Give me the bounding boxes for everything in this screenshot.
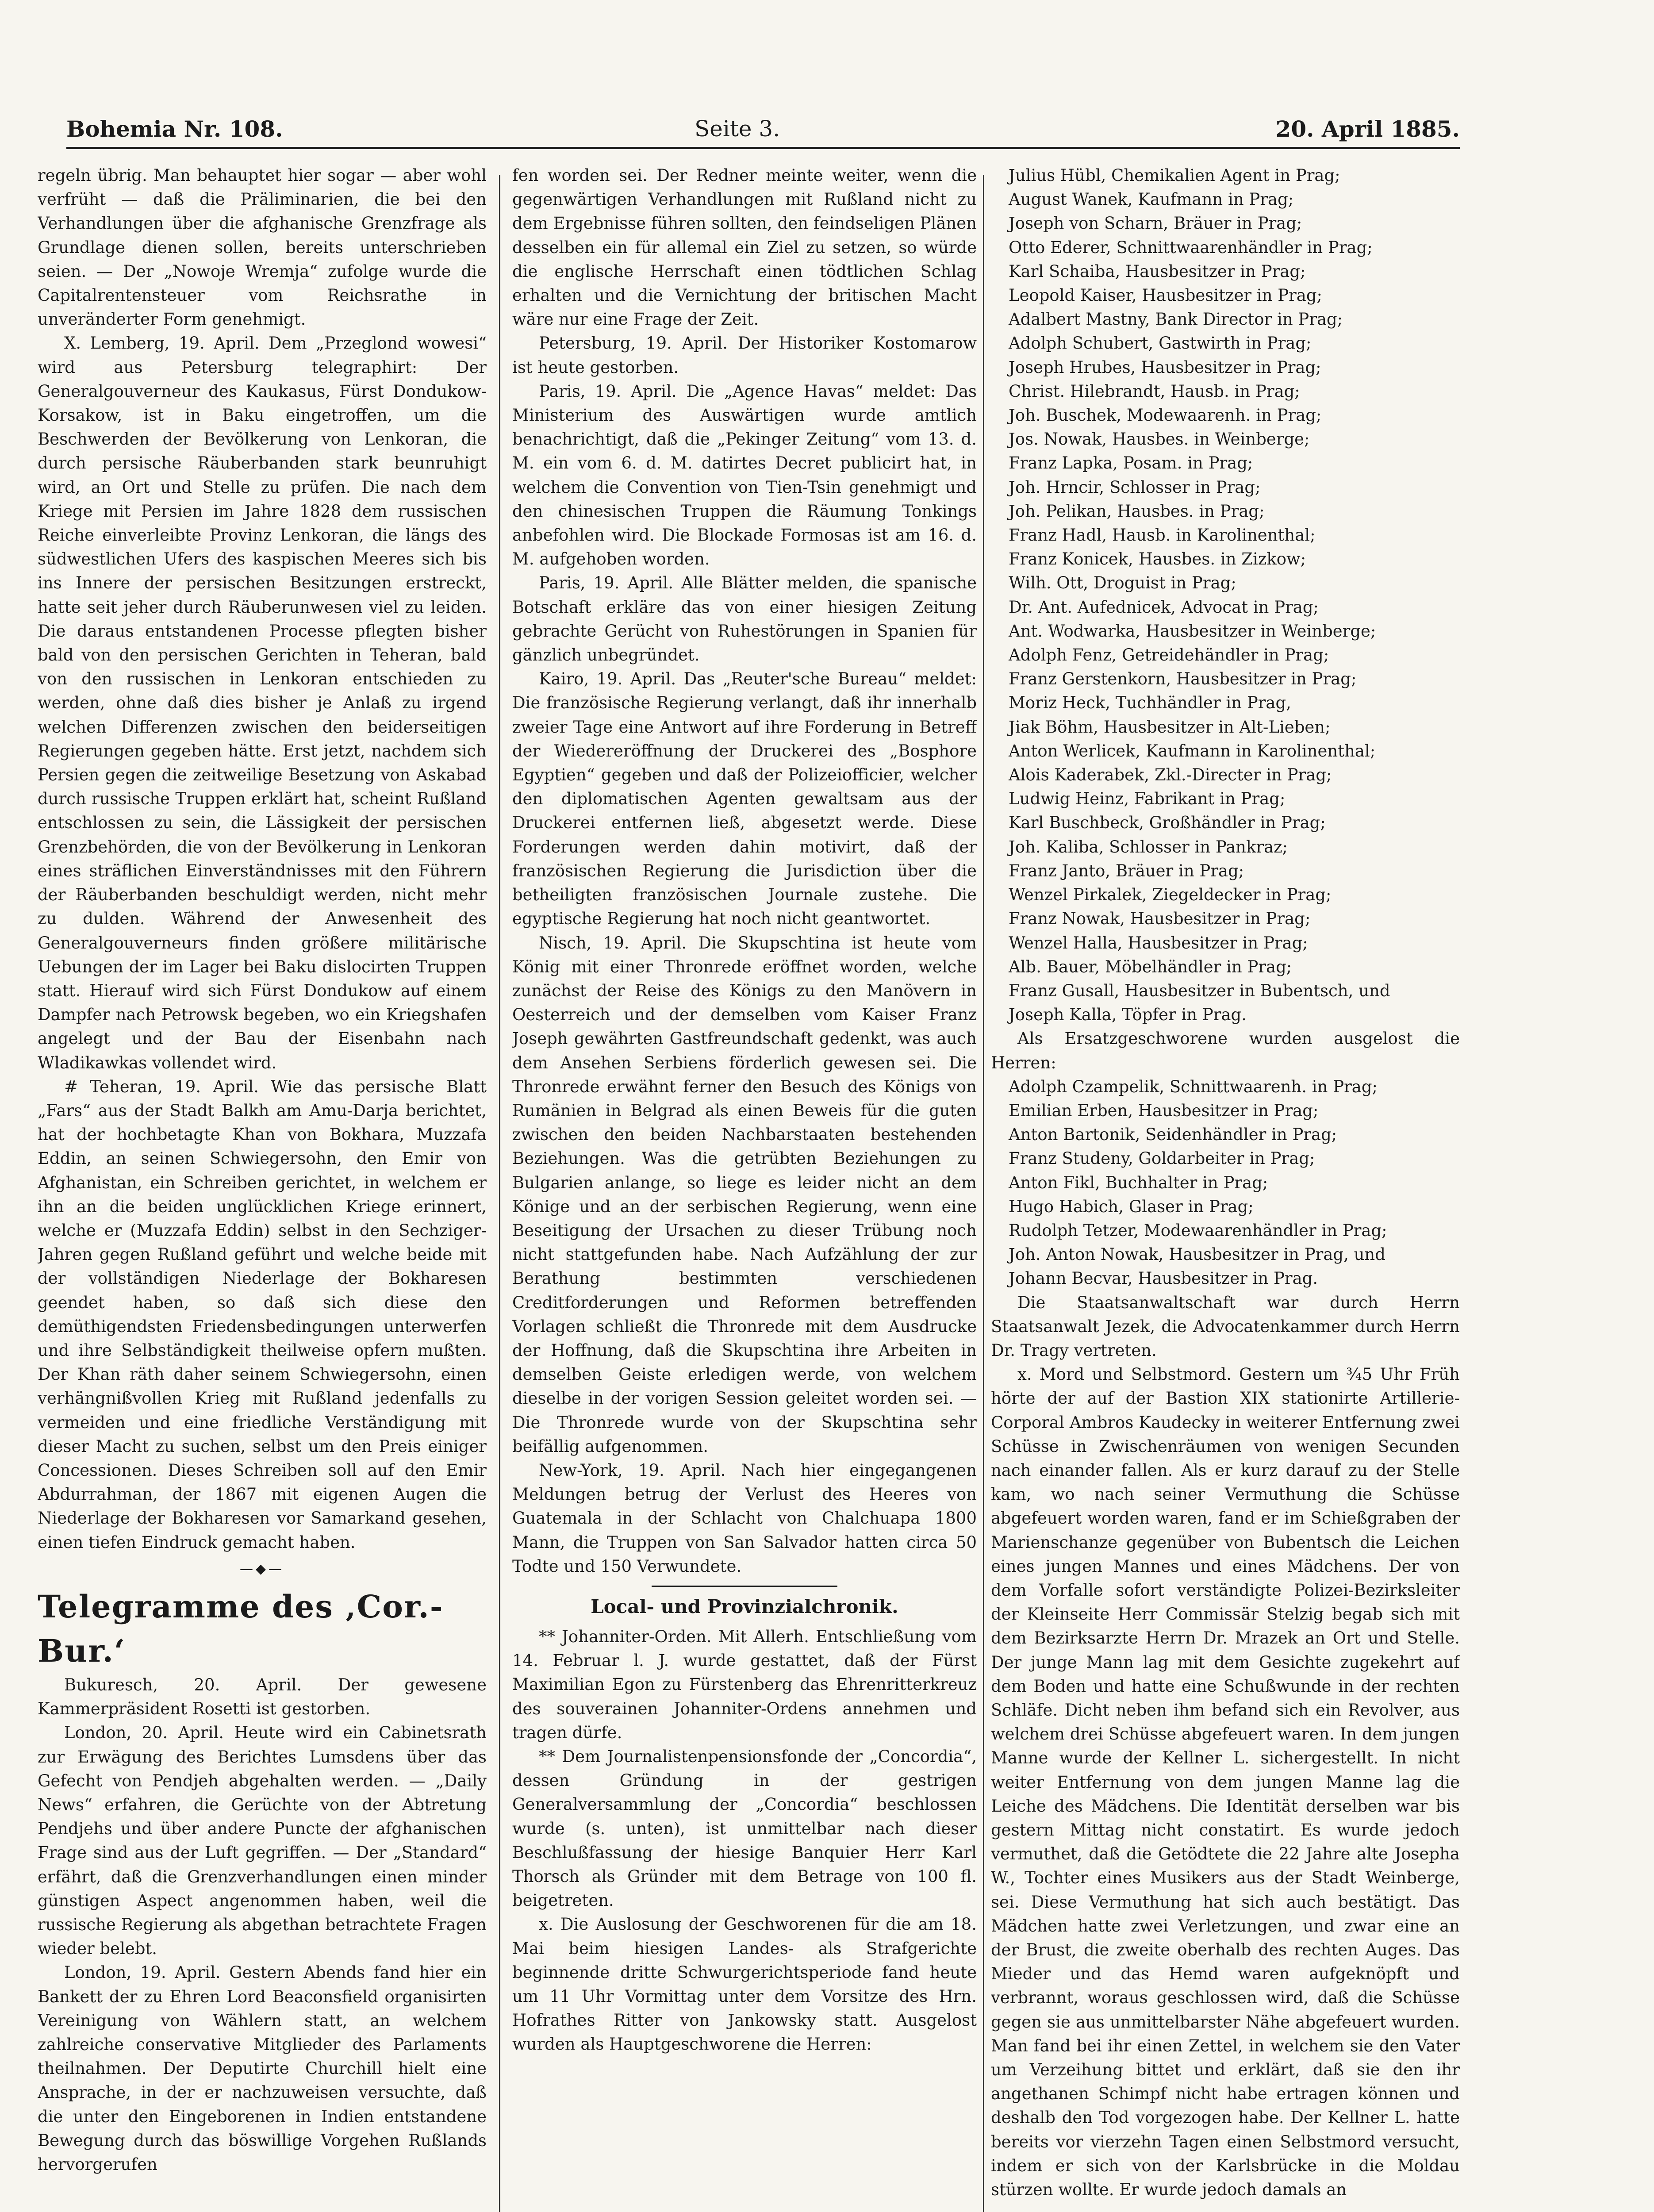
list-item: Jos. Nowak, Hausbes. in Weinberge; (1009, 430, 1310, 449)
list-item: Adalbert Mastny, Bank Director in Prag; (1009, 310, 1343, 329)
list-item: Anton Werlicek, Kaufmann in Karolinenthal; (1009, 741, 1376, 760)
list-item: Wilh. Ott, Droguist in Prag; (1009, 573, 1236, 593)
list-item: Franz Studeny, Goldarbeiter in Prag; (1009, 1149, 1315, 1168)
publication-issue: Bohemia Nr. 108. (66, 116, 283, 142)
list-item: Alois Kaderabek, Zkl.-Directer in Prag; (1009, 765, 1332, 785)
article-paragraph: Die Staatsanwaltschaft war durch Herrn Staatsanwalt Jezek, die Advocatenkammer durch Herrn Dr. Tragy vertreten. (991, 1293, 1460, 1360)
list-item: Franz Konicek, Hausbes. in Zizkow; (1009, 549, 1306, 569)
column-3 (991, 164, 1460, 2212)
list-item: Wenzel Pirkalek, Ziegeldecker in Prag; (1009, 885, 1332, 905)
list-item: Karl Schaiba, Hausbesitzer in Prag; (1009, 261, 1306, 281)
list-item: Otto Ederer, Schnittwaarenhändler in Prag; (1009, 238, 1373, 257)
substitute-juror-list (991, 1075, 1460, 1291)
list-item: Dr. Ant. Aufednicek, Advocat in Prag; (1009, 597, 1319, 617)
article-bukarest: Bukuresch, 20. April. Der gewesene Kammerpräsident Rosetti ist gestorben. (38, 1675, 487, 1719)
list-item: Emilian Erben, Hausbesitzer in Prag; (1009, 1101, 1319, 1120)
list-item: Joh. Anton Nowak, Hausbesitzer in Prag, und (1009, 1245, 1385, 1264)
list-item: Ant. Wodwarka, Hausbesitzer in Weinberge; (1009, 621, 1376, 641)
article-paragraph: fen worden sei. Der Redner meinte weiter, wenn die gegenwärtigen Verhandlungen mit Rußland nicht zu dem Ergebnisse führen sollten, den feindseligen Plänen desselben ein für allemal ein Ziel zu setzen, so würde die englische Herrschaft einen tödtlichen Schlag erhalten und die Vernichtung der britischen Macht wäre nur eine Frage der Zeit. (512, 166, 977, 329)
ornament-divider: —◆— (239, 1561, 285, 1577)
article-paris-1: Paris, 19. April. Die „Agence Havas“ meldet: Das Ministerium des Auswärtigen wurde amtlich benachrichtigt, daß die „Pekinger Zeitung“ vom 13. d. M. ein vom 6. d. M. datirtes Decret publicirt hat, in welchem die Convention von Tien-Tsin genehmigt und den chinesischen Truppen die Räumung Tonkings anbefohlen wird. Die Blockade Formosas ist am 16. d. M. aufgehoben worden. (512, 381, 977, 569)
article-geschworene: x. Die Auslosung der Geschworenen für die am 18. Mai beim hiesigen Landes- als Strafgerichte beginnende dritte Schwurgerichtsperiode fand heute um 11 Uhr Vormittag unter dem Vorsitze des Hrn. Hofrathes Ritter von Jankowsky statt. Ausgelost wurden als Hauptgeschworene die Herren: (512, 1915, 977, 2054)
list-item: August Wanek, Kaufmann in Prag; (1009, 190, 1294, 209)
list-item: Joh. Buschek, Modewaarenh. in Prag; (1009, 406, 1322, 425)
list-item: Joh. Hrncir, Schlosser in Prag; (1009, 477, 1261, 497)
list-item: Franz Gerstenkorn, Hausbesitzer in Prag; (1009, 669, 1357, 689)
list-item: Joseph Hrubes, Hausbesitzer in Prag; (1009, 357, 1321, 377)
list-item: Johann Becvar, Hausbesitzer in Prag. (1009, 1269, 1318, 1288)
article-kairo: Kairo, 19. April. Das „Reuter'sche Bureau“ meldet: Die französische Regierung verlangt, daß ihr innerhalb zweier Tage eine Antwort auf ihre Forderung in Betreff der Wiedereröffnung der Druckerei des „Bosphore Egyptien“ gegeben und daß der Polizeiofficier, welcher den diplomatischen Agenten gewaltsam aus der Druckerei entfernen ließ, abgesetzt werde. Diese Forderungen werden dahin motivirt, daß der französischen Regierung die Jurisdiction über die betheiligten französischen Journale zustehe. Die egyptische Regierung hat noch nicht geantwortet. (512, 669, 977, 929)
list-item: Anton Fikl, Buchhalter in Prag; (1009, 1173, 1268, 1192)
section-heading-telegrams: Telegramme des ‚Cor.-Bur.‘ (38, 1588, 444, 1669)
list-item: Joseph von Scharn, Bräuer in Prag; (1009, 214, 1302, 233)
list-item: Franz Janto, Bräuer in Prag; (1009, 861, 1244, 880)
list-item: Wenzel Halla, Hausbesitzer in Prag; (1009, 933, 1308, 952)
column-divider-1 (499, 175, 500, 2212)
list-item: Hugo Habich, Glaser in Prag; (1009, 1197, 1254, 1216)
list-item: Franz Nowak, Hausbesitzer in Prag; (1009, 909, 1311, 929)
column-2 (512, 164, 977, 2212)
header-rule (66, 147, 1460, 149)
list-item: Leopold Kaiser, Hausbesitzer in Prag; (1009, 286, 1323, 305)
list-item: Ludwig Heinz, Fabrikant in Prag; (1009, 789, 1286, 809)
list-item: Franz Lapka, Posam. in Prag; (1009, 453, 1253, 473)
article-lemberg: X. Lemberg, 19. April. Dem „Przeglond wowesi“ wird aus Petersburg telegraphirt: Der Generalgouverneur des Kaukasus, Fürst Dondukow-Korsakow, ist in Baku eingetroffen, um die Beschwerden der Bevölkerung von Lenkoran, die durch persische Räuberbanden stark beunruhigt wird, an Ort und Stelle zu prüfen. Die nach dem Kriege mit Persien im Jahre 1828 dem russischen Reiche einverleibte Provinz Lenkoran, die längs des südwestlichen Ufers des kaspischen Meeres sich bis ins Innere der persischen Besitzungen erstreckt, hatte seit jeher durch Räuberunwesen viel zu leiden. Die daraus entstandenen Processe pflegten bisher bald von den persischen Gerichten in Teheran, bald von den russischen in Lenkoran entschieden zu werden, ohne daß dies bisher je Anlaß zu irgend welchen Differenzen zwischen den beiderseitigen Regierungen gegeben hätte. Erst jetzt, nachdem sich Persien gegen die zeitweilige Besetzung von Askabad durch russische Truppen erklärt hat, scheint Rußland entschlossen zu sein, die Lässigkeit der persischen Grenzbehörden, die von der Bevölkerung in Lenkoran eines sträflichen Einverständnisses mit den Führern der Räuberbanden beschuldigt werden, nicht mehr zu dulden. Während der Anwesenheit des Generalgouverneurs finden größere militärische Uebungen der im Lager bei Baku dislocirten Truppen statt. Hierauf wird sich Fürst Dondukow auf einem Dampfer nach Petrowsk begeben, wo ein Kriegshafen angelegt und der Bau der Eisenbahn nach Wladikawkas vollendet wird. (38, 334, 487, 1072)
substitute-jurors-intro: Als Ersatzgeschworene wurden ausgelost die Herren: (991, 1029, 1460, 1072)
list-item: Adolph Czampelik, Schnittwaarenh. in Prag; (1009, 1077, 1378, 1096)
issue-date: 20. April 1885. (1275, 116, 1460, 142)
article-london-1: London, 20. April. Heute wird ein Cabinetsrath zur Erwägung des Berichtes Lumsdens über das Gefecht von Pendjeh abgehalten werden. — „Daily News“ erfahren, die Gerüchte von der Abtretung Pendjehs und über andere Puncte der afghanischen Frage sind aus der Luft gegriffen. — Der „Standard“ erfährt, daß die Grenzverhandlungen einen minder günstigen Aspect angenommen haben, weil die russische Regierung als abgethan betrachtete Fragen wieder belebt. (38, 1723, 487, 1959)
juror-list (991, 164, 1460, 1027)
article-new-york: New-York, 19. April. Nach hier eingegangenen Meldungen betrug der Verlust des Heeres von Guatemala in der Schlacht von Chalchuapa 1800 Mann, die Truppen von San Salvador hatten circa 50 Todte und 150 Verwundete. (512, 1460, 977, 1576)
article-petersburg: Petersburg, 19. April. Der Historiker Kostomarow ist heute gestorben. (512, 334, 977, 377)
article-london-2: London, 19. April. Gestern Abends fand hier ein Bankett der zu Ehren Lord Beaconsfield organisirten Vereinigung von Wählern statt, an welchem zahlreiche conservative Mitglieder des Parlaments theilnahmen. Der Deputirte Churchill hielt eine Ansprache, in der er nachzuweisen versuchte, daß die unter den Eingeborenen in Indien entstandene Bewegung durch das böswillige Vorgehen Rußlands hervorgerufen (38, 1963, 487, 2174)
list-item: Joh. Pelikan, Hausbes. in Prag; (1009, 501, 1265, 521)
article-paris-2: Paris, 19. April. Alle Blätter melden, die spanische Botschaft erkläre das von einer hiesigen Zeitung gebrachte Gerücht von Ruhestörungen in Spanien für gänzlich unbegründet. (512, 573, 977, 665)
section-rule (652, 1586, 837, 1587)
article-teheran: # Teheran, 19. April. Wie das persische Blatt „Fars“ aus der Stadt Balkh am Amu-Darja berichtet, hat der hochbetagte Khan von Bokhara, Muzzafa Eddin, an seinen Schwiegersohn, den Emir von Afghanistan, ein Schreiben gerichtet, in welchem er ihn an die beiden unglücklichen Kriege erinnert, welche er (Muzzafa Eddin) selbst in den Sechziger-Jahren gegen Rußland geführt und welche beide mit der vollständigen Niederlage der Bokharesen geendet haben, so daß sich diese den demüthigendsten Friedensbedingungen unterwerfen und ihre Selbständigkeit theilweise opfern mußten. Der Khan räth daher seinem Schwiegersohn, einen verhängnißvollen Krieg mit Rußland jedenfalls zu vermeiden und eine friedliche Verständigung mit dieser Macht zu suchen, selbst um den Preis einiger Concessionen. Dieses Schreiben soll auf den Emir Abdurrahman, der 1867 mit eigenen Augen die Niederlage der Bokharesen vor Samarkand gesehen, einen tiefen Eindruck gemacht haben. (38, 1077, 487, 1552)
list-item: Joh. Kaliba, Schlosser in Pankraz; (1009, 837, 1288, 856)
page-header (66, 116, 1460, 147)
article-johanniter: ** Johanniter-Orden. Mit Allerh. Entschließung vom 14. Februar l. J. wurde gestattet, daß der Fürst Maximilian Egon zu Fürstenberg das Ehrenritterkreuz des souverainen Johanniter-Ordens annehmen und tragen dürfe. (512, 1627, 977, 1742)
column-1 (38, 164, 487, 2212)
list-item: Jiak Böhm, Hausbesitzer in Alt-Lieben; (1009, 717, 1331, 737)
list-item: Julius Hübl, Chemikalien Agent in Prag; (1009, 166, 1340, 185)
list-item: Joseph Kalla, Töpfer in Prag. (1009, 1005, 1247, 1025)
column-divider-2 (983, 175, 984, 2212)
list-item: Rudolph Tetzer, Modewaarenhändler in Prag; (1009, 1221, 1387, 1240)
list-item: Franz Gusall, Hausbesitzer in Bubentsch, und (1009, 981, 1390, 1000)
article-nisch: Nisch, 19. April. Die Skupschtina ist heute vom König mit einer Thronrede eröffnet worden, welche zunächst der Reise des Königs zu den Manövern in Oesterreich und der demselben vom Kaiser Franz Joseph gewährten Gastfreundschaft gedenkt, was auch dem Ansehen Serbiens förderlich gewesen sei. Die Thronrede erwähnt ferner den Besuch des Königs von Rumänien in Belgrad als einen Beweis für die guten zwischen den beiden Nachbarstaaten bestehenden Beziehungen. Was die getrübten Beziehungen zu Bulgarien anlange, so liege es leider nicht an dem Könige und an der serbischen Regierung, wenn eine Beseitigung der Ursachen zu dieser Trübung noch nicht stattgefunden habe. Nach Aufzählung der zur Berathung bestimmten verschiedenen Creditforderungen und Reformen betreffenden Vorlagen schließt die Thronrede mit dem Ausdrucke der Hoffnung, daß die Skupschtina ihre Arbeiten in demselben Geiste erledigen werde, von welchem dieselbe in der vorigen Session geleitet worden sei. — Die Thronrede wurde von der Skupschtina sehr beifällig aufgenommen. (512, 933, 977, 1456)
article-mord-selbstmord: x. Mord und Selbstmord. Gestern um ¾5 Uhr Früh hörte der auf der Bastion XIX stationirte Artillerie-Corporal Ambros Kaudecky in weiterer Entfernung zwei Schüsse in Zwischenräumen von wenigen Secunden nach einander fallen. Als er kurz darauf zu der Stelle kam, wo nach seiner Vermuthung die Schüsse abgefeuert worden waren, fand er im Schießgraben der Marienschanze gegenüber von Bubentsch die Leichen eines jungen Mannes und eines Mädchens. Der von dem Vorfalle sofort verständigte Polizei-Bezirksleiter der Kleinseite Herr Commissär Stelzig begab sich mit dem Bezirksarzte Herrn Dr. Mrazek an Ort und Stelle. Der junge Mann lag mit dem Gesichte zugekehrt auf dem Boden und hatte eine Schußwunde in der rechten Schläfe. Dicht neben ihm befand sich ein Revolver, aus welchem drei Schüsse abgefeuert waren. In dem jungen Manne wurde der Kellner L. sichergestellt. In nicht weiter Entfernung von dem jungen Manne lag die Leiche des Mädchens. Die Identität derselben war bis gestern Mittag nicht constatirt. Es wurde jedoch vermuthet, daß die Getödtete die 22 Jahre alte Josepha W., Tochter eines Musikers aus der Stadt Weinberge, sei. Diese Vermuthung hat sich auch bestätigt. Das Mädchen hatte zwei Verletzungen, und zwar eine an der Brust, die zweite oberhalb des rechten Auges. Das Mieder und das Hemd waren aufgeknöpft und verbrannt, woraus geschlossen wird, daß die Schüsse gegen sie aus unmittelbarster Nähe abgefeuert wurden. Man fand bei ihr einen Zettel, in welchem sie den Vater um Verzeihung bittet und erklärt, daß sie den ihr angethanen Schimpf nicht habe ertragen können und deshalb den Tod vorgezogen habe. Der Kellner L. hatte bereits vor vierzehn Tagen einen Selbstmord versucht, indem er sich von der Karlsbrücke in die Moldau stürzen wollte. Er wurde jedoch damals an (991, 1365, 1460, 2200)
article-paragraph: regeln übrig. Man behauptet hier sogar — aber wohl verfrüht — daß die Präliminarien, die bei den Verhandlungen über die afghanische Grenzfrage als Grundlage dienen sollen, bereits unterschrieben seien. — Der „Nowoje Wremja“ zufolge wurde die Capitalrentensteuer vom Reichsrathe in unveränderter Form genehmigt. (38, 166, 487, 329)
page-number: Seite 3. (695, 116, 780, 142)
section-heading-local: Local- und Provinzialchronik. (591, 1595, 898, 1617)
list-item: Anton Bartonik, Seidenhändler in Prag; (1009, 1125, 1337, 1144)
article-concordia: ** Dem Journalistenpensionsfonde der „Concordia“, dessen Gründung in der gestrigen Generalversammlung der „Concordia“ beschlossen wurde (s. unten), ist unmittelbar nach dieser Beschlußfassung der hiesige Banquier Herr Karl Thorsch als Gründer mit dem Betrage von 100 fl. beigetreten. (512, 1747, 977, 1910)
list-item: Adolph Fenz, Getreidehändler in Prag; (1009, 645, 1329, 665)
list-item: Moriz Heck, Tuchhändler in Prag, (1009, 693, 1291, 713)
list-item: Franz Hadl, Hausb. in Karolinenthal; (1009, 526, 1316, 545)
list-item: Christ. Hilebrandt, Hausb. in Prag; (1009, 381, 1300, 401)
list-item: Alb. Bauer, Möbelhändler in Prag; (1009, 957, 1292, 976)
list-item: Karl Buschbeck, Großhändler in Prag; (1009, 813, 1326, 833)
list-item: Adolph Schubert, Gastwirth in Prag; (1009, 334, 1312, 353)
